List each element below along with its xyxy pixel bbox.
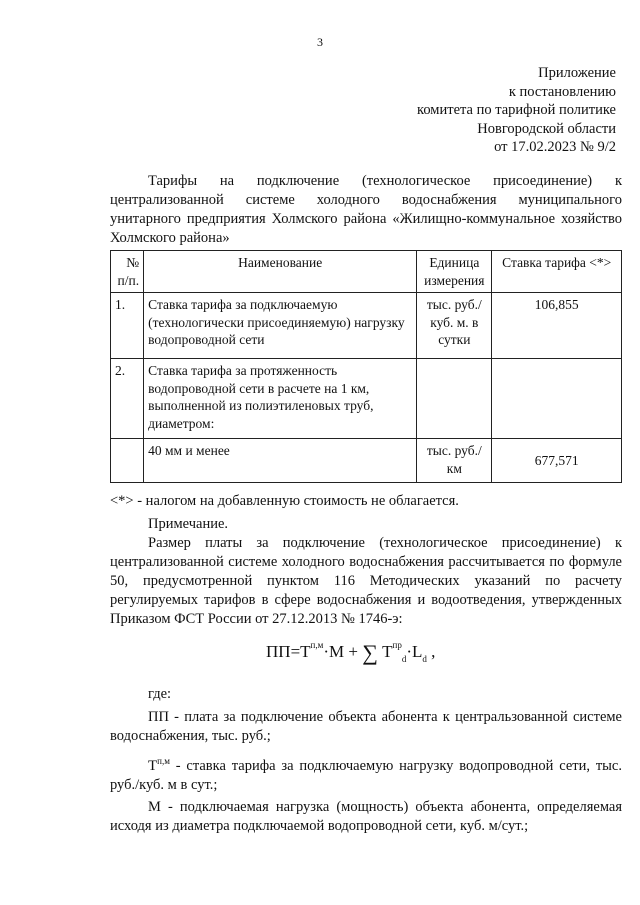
- row-unit: тыс. руб./куб. м. в сутки: [417, 293, 492, 359]
- appendix-line-2: к постановлению: [508, 83, 616, 100]
- row-unit: [417, 359, 492, 439]
- row-number: 2.: [111, 359, 144, 439]
- definition-pp: ПП - плата за подключение объекта абонента к центральзованной системе водоснабжения, тыс. руб.;: [110, 709, 622, 744]
- formula-t2: Т: [382, 642, 393, 661]
- formula-end: ,: [431, 642, 436, 661]
- row-rate: 106,855: [492, 293, 622, 359]
- definition-t: [110, 752, 622, 795]
- where-label: где:: [148, 686, 172, 702]
- table-row: [111, 439, 622, 483]
- formula-t: Т: [300, 642, 311, 661]
- row-name: Ставка тарифа за подключаемую (технологически присоединяемую) нагрузку водопроводной сети: [144, 293, 417, 359]
- table-row: [111, 359, 622, 439]
- formula-sigma: ∑: [362, 640, 378, 665]
- table-header-row: [111, 251, 622, 293]
- definition-m: М - подключаемая нагрузка (мощность) объекта абонента, определяемая исходя из диаметра подключаемой водопроводной сети, куб. м/сут.;: [110, 799, 622, 834]
- formula-tail: ·L: [406, 642, 423, 661]
- remark-text: Размер платы за подключение (технологическое присоединение) к централизованной системе холодного водоснабжения рассчитывается по формуле 50, предусмотренной пунктом 116 Методических указаний по расчету регулируемых тарифов в сфере водоснабжения и водоотведения, утвержденных Приказом ФСТ России от 27.12.2013 № 1746-э:: [110, 535, 622, 627]
- row-number: 1.: [111, 293, 144, 359]
- row-number: [111, 439, 144, 483]
- payment-formula: [266, 640, 435, 666]
- row-unit: тыс. руб./км: [417, 439, 492, 483]
- definition-t-symbol: Т: [148, 757, 158, 774]
- appendix-line-4: Новгородской области: [477, 120, 616, 137]
- appendix-header: [417, 64, 616, 157]
- definition-t-text: - ставка тарифа за подключаемую нагрузку водопроводной сети, тыс. руб./куб. м в сут.;: [110, 757, 622, 793]
- tariff-table: [110, 250, 622, 483]
- header-name: Наименование: [144, 251, 417, 293]
- appendix-line-5: от 17.02.2023 № 9/2: [494, 139, 616, 155]
- header-rate: Ставка тарифа <*>: [492, 251, 622, 293]
- formula-eq: =: [290, 642, 301, 661]
- row-rate: [492, 359, 622, 439]
- formula-tail-sub: d: [422, 654, 427, 664]
- appendix-line-3: комитета по тарифной политике: [417, 102, 616, 118]
- appendix-line-1: Приложение: [538, 65, 616, 81]
- formula-t2-sup: пр: [392, 640, 402, 651]
- table-row: [111, 293, 622, 359]
- row-name: 40 мм и менее: [144, 439, 417, 483]
- formula-lhs: ПП: [266, 642, 291, 661]
- formula-t2-sub: d: [401, 654, 407, 664]
- header-unit: Единица измерения: [417, 251, 492, 293]
- header-number: № п/п.: [111, 251, 144, 293]
- formula-t-sup: п,м: [310, 640, 324, 651]
- document-title: Тарифы на подключение (технологическое присоединение) к централизованной системе холодного водоснабжения муниципального унитарного предприятия Холмского района «Жилищно-коммунальное хозяйство Холмского района»: [110, 173, 622, 246]
- row-rate: 677,571: [492, 439, 622, 483]
- definition-t-sup: п,м: [157, 756, 170, 766]
- vat-footnote: <*> - налогом на добавленную стоимость не облагается.: [110, 493, 459, 509]
- row-name: Ставка тарифа за протяженность водопроводной сети в расчете на 1 км, выполненной из полиэтиленовых труб, диаметром:: [144, 359, 417, 439]
- formula-mid: ·М +: [323, 642, 358, 661]
- page-number: 3: [317, 35, 323, 49]
- remark-heading: Примечание.: [148, 516, 229, 532]
